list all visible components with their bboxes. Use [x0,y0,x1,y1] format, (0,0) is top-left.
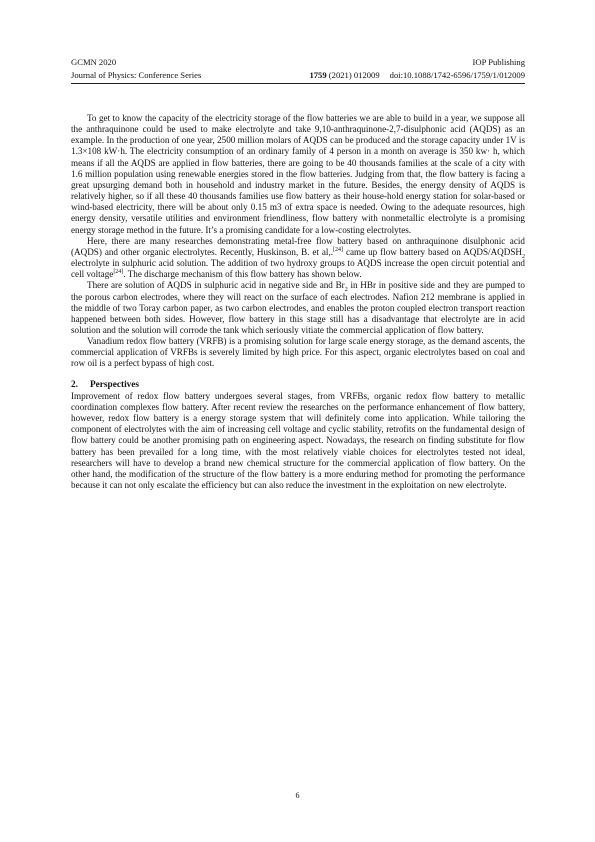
year-article: (2021) 012009 [328,70,380,80]
publisher-name: IOP Publishing [472,57,525,67]
header-rule [71,83,525,84]
citation-ref[interactable]: [24] [113,269,124,276]
citation-info [309,70,525,80]
paragraph-mechanism: There are solution of AQDS in sulphuric acid in negative side and $Br_2$ in HBr in positive side and they are pumped to the porous carbon electrodes, where they will react on the surface of each electrodes. Nafion 212 membrane is applied in the middle of two Toray carbon paper, as two carbon electrodes, and enables the proton coupled electron transport reaction happened between both sides. However, flow battery in this stage still has a disadvantage that electrolyte are in acid solution and the solution will corrode the tank which seriously vitiate the commercial application of flow battery. [71,280,525,335]
conference-name: GCMN 2020 [71,57,117,67]
paragraph-metal-free: Here, there are many researches demonstrating metal-free flow battery based on anthraquinone disulphonic acid (AQDS) and other organic electrolytes. Recently, Huskinson, B. et al,.[24] came up flow battery based on AQDS/$AQDSH_2$ electrolyte in sulphuric acid solution. The addition of two hydroxy groups to AQDS increase the open circuit potential and cell voltage[24]. The discharge mechanism of this flow battery has shown below. [71,235,526,280]
journal-name: Journal of Physics: Conference Series [71,70,202,80]
page-number: 6 [295,791,300,800]
doi-link[interactable]: doi:10.1088/1742-6596/1759/1/012009 [389,70,525,80]
running-header-top [71,57,525,67]
running-header-bottom [71,70,525,80]
page-body [71,113,525,491]
section-title: Perspectives [90,379,140,390]
section-number: 2. [71,379,78,390]
citation-ref[interactable]: [24] [333,246,344,253]
paragraph-capacity: To get to know the capacity of the electricity storage of the flow batteries we are able to build in a year, we suppose all the anthraquinone could be used to make electrolyte and take 9,10-anthraquinone-2,7-disulphonic acid (AQDS) as an example. In the production of one year, 2500 million molars of AQDS can be produced and the storage capacity under 1V is 1.3×108 kW·h. The electricity consumption of an ordinary family of 4 person in a month on average is 350 kw· h, which means if all the AQDS are applied in flow batteries, there are going to be 40 thousands families at the scale of a city with 1.6 million population using renewable energies stored in the flow batteries. Judging from that, the flow battery is facing a great upsurging demand both in household and industry market in the future. Besides, the energy density of AQDS is relatively higher, so if all these 40 thousands families use flow battery as their house-hold energy station for solar-based or wind-based electricity, there will be about only 0.15 m3 of extra space is needed. Owing to the adequate resources, high energy density, versatile utilities and environment friendliness, flow battery with nonmetallic electrolyte is a promising energy storage method in the future. It’s a promising candidate for a low-costing electrolytes. [71,113,525,235]
section-heading [71,380,525,391]
volume-number: 1759 [309,70,327,80]
paragraph-perspectives: Improvement of redox flow battery undergoes several stages, from VRFBs, organic redox flow battery to metallic coordination complexes flow battery. After recent review the researches on the performance enhancement of flow battery, however, redox flow battery is a energy storage system that will definitely come into application. While tailoring the component of electrolytes with the aim of increasing cell voltage and cyclic stability, retrofits on the fundamental design of flow battery could be another promising path on engineering aspect. Nowadays, the research on finding substitute for flow battery has been prevailed for a long time, with the most relatively viable choices for electrolytes tested not ideal, researchers will have to develop a brand new chemical structure for the commercial application of flow battery. On the other hand, the modification of the structure of the flow battery is a more enduring method for promoting the performance because it can not only escalate the efficiency but can also reduce the investment in the exploitation on new electrolyte. [71,390,525,490]
paragraph-vrfb: Vanadium redox flow battery (VRFB) is a promising solution for large scale energy storage, as the demand ascents, the commercial application of VRFBs is severely limited by high price. For this aspect, organic electrolytes based on coal and row oil is a perfect bypass of high cost. [71,336,525,369]
